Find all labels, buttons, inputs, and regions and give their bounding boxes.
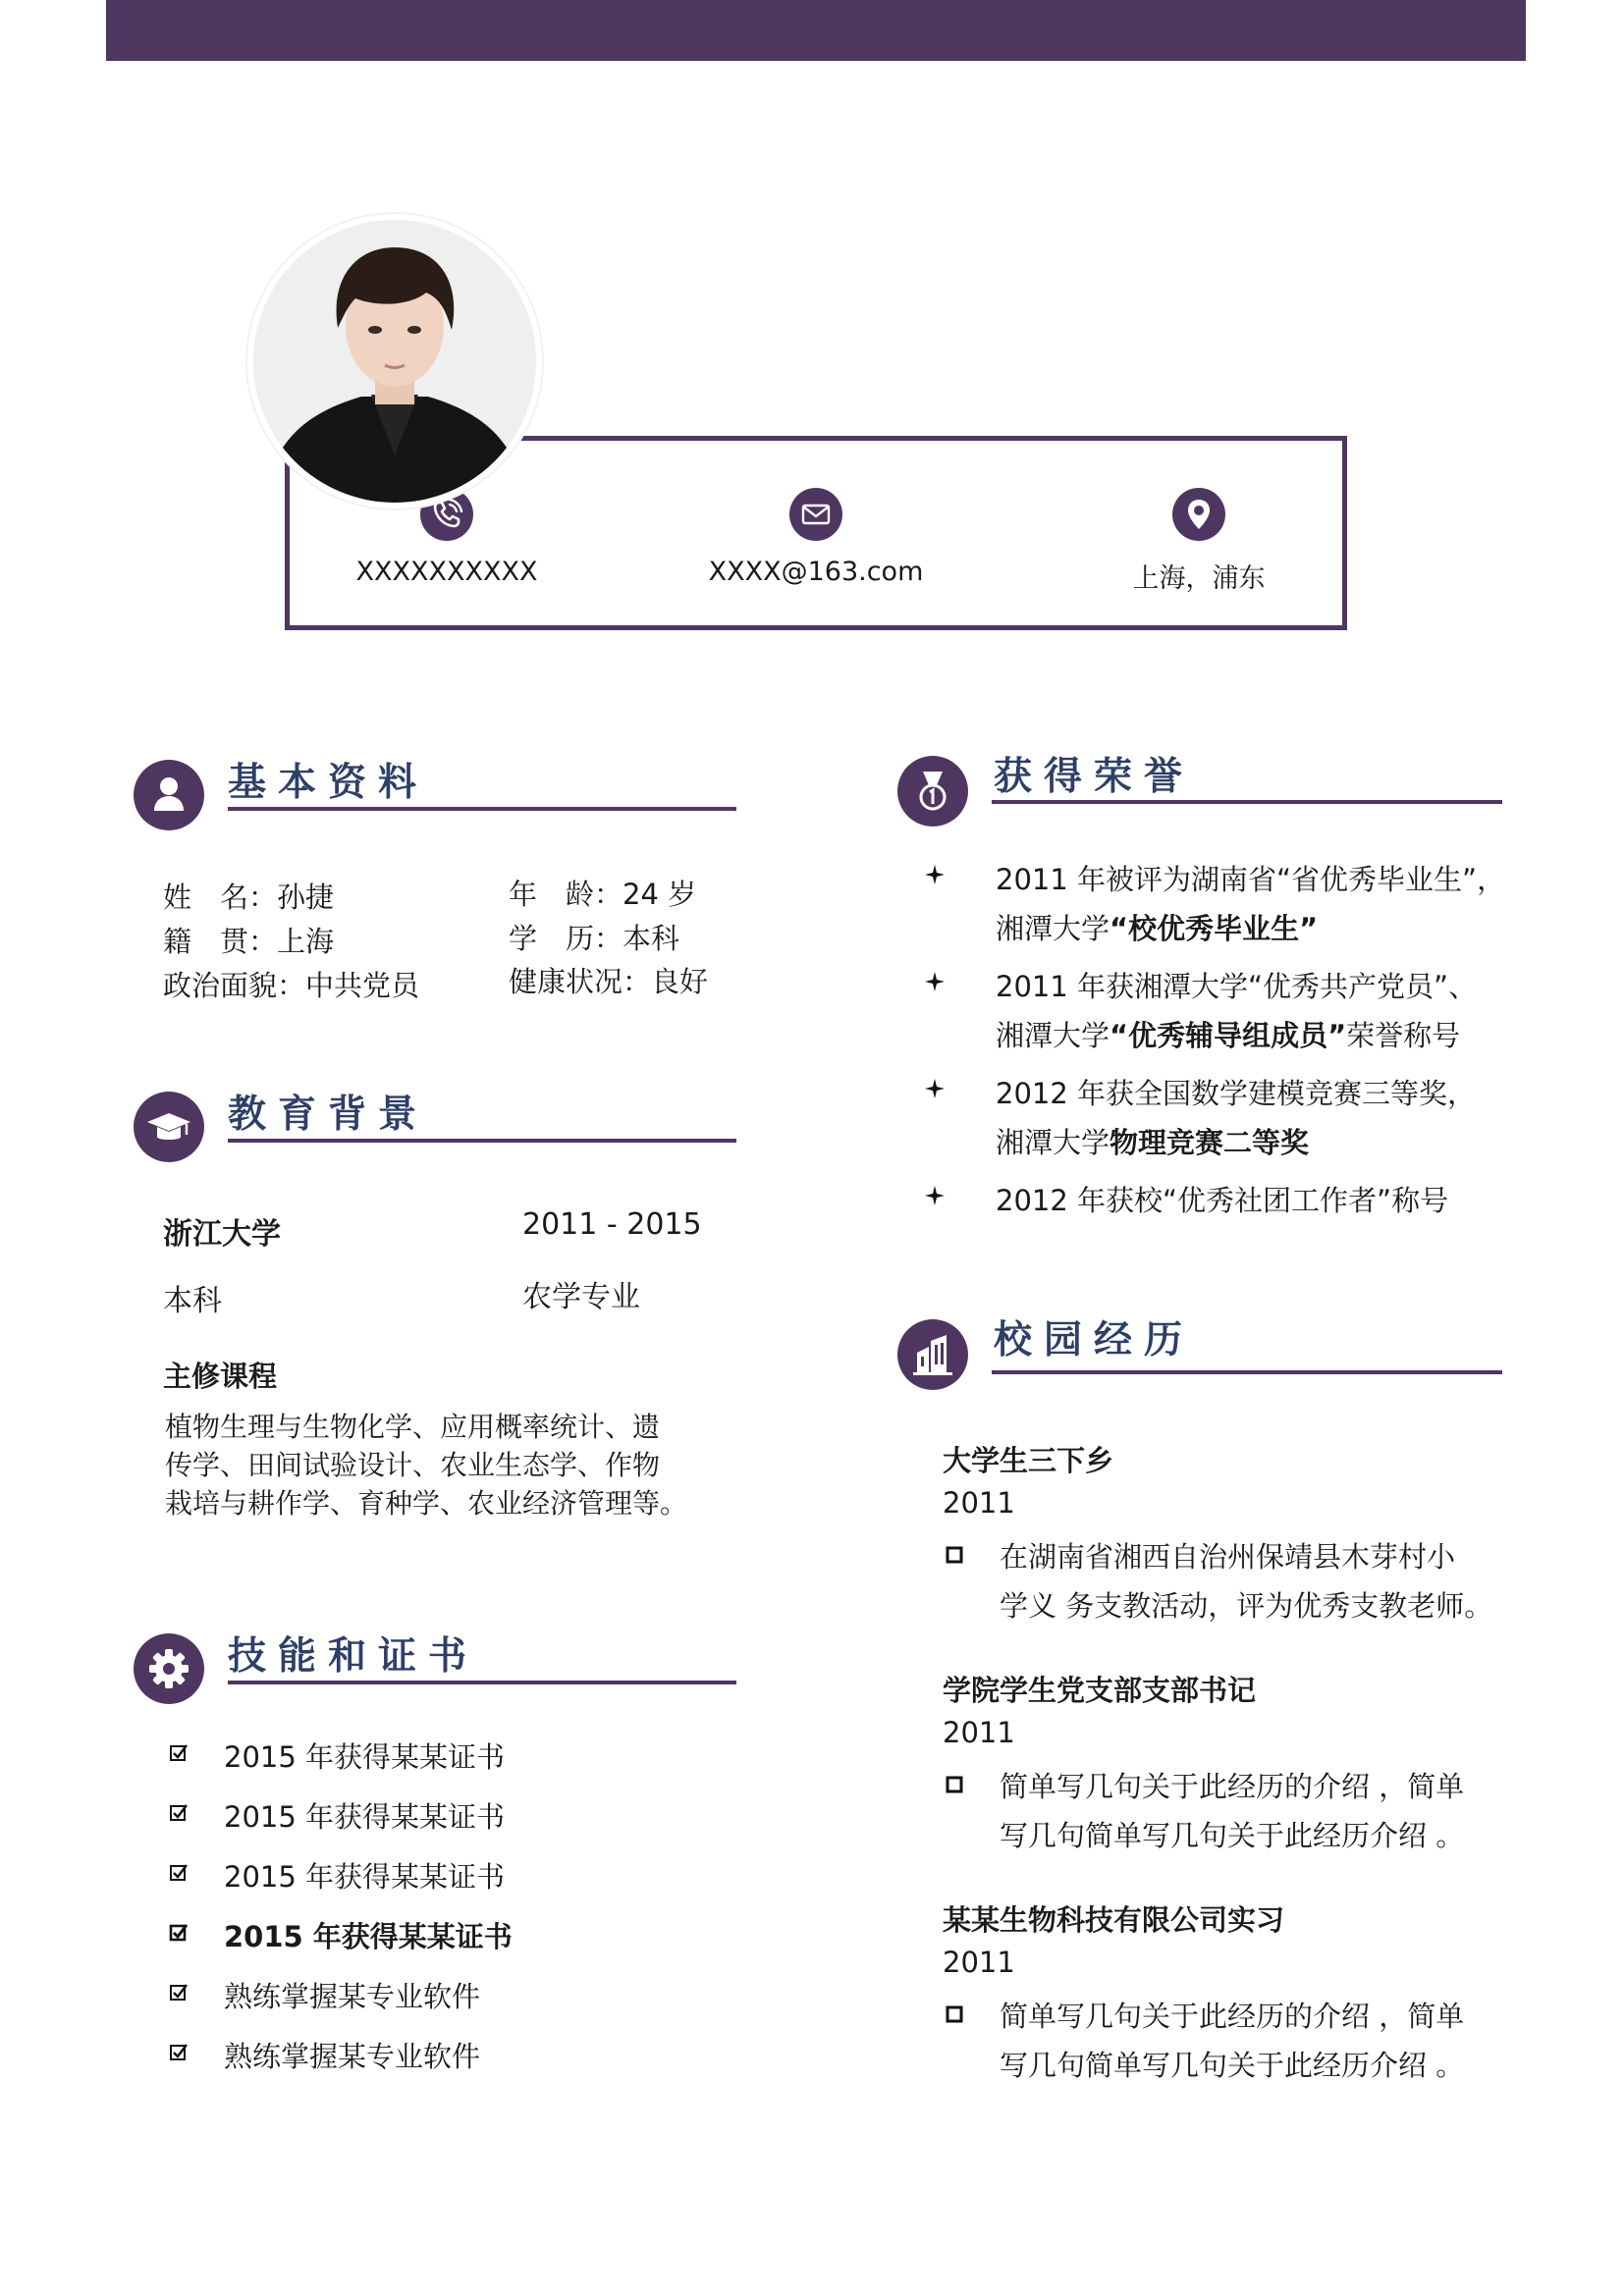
experience-desc-line: 写几句简单写几句关于此经历介绍 。: [1000, 2049, 1465, 2082]
honor-line: 2011 年被评为湖南省“省优秀毕业生”，: [996, 863, 1506, 896]
honor-line: 湘潭大学物理竞赛二等奖: [996, 1126, 1310, 1159]
name-field: [163, 876, 334, 916]
sparkle-bullet-icon: [925, 1186, 945, 1205]
section-divider: [228, 1681, 736, 1684]
graduation-cap-icon: [134, 1092, 204, 1162]
skill-item: 熟练掌握某专业软件: [224, 1980, 481, 2013]
experience-name: 某某生物科技有限公司实习: [943, 1903, 1285, 1937]
mail-icon: [789, 488, 842, 541]
avatar: [247, 214, 542, 508]
experience-desc-line: 简单写几句关于此经历的介绍 ，简单: [1000, 2000, 1465, 2033]
checkbox-icon: [169, 1923, 189, 1943]
honor-line: 湘潭大学“校优秀毕业生”: [996, 912, 1319, 945]
square-bullet-icon: [945, 1545, 964, 1565]
building-icon: [897, 1319, 968, 1390]
politics-label: 政治面貌：: [163, 969, 306, 1002]
section-divider: [992, 1370, 1502, 1374]
health-field: [509, 960, 708, 1000]
location-pin-icon: [1172, 488, 1225, 541]
experience-desc-line: 在湖南省湘西自治州保靖县木芽村小: [1000, 1540, 1456, 1574]
user-icon: [134, 760, 204, 830]
hometown-value: 上海: [277, 925, 335, 958]
sparkle-bullet-icon: [925, 972, 945, 991]
name-label: 姓 名：: [163, 881, 278, 914]
experience-name: 大学生三下乡: [943, 1444, 1114, 1477]
checkbox-icon: [169, 2043, 189, 2062]
experience-year: 2011: [943, 1716, 1015, 1749]
health-label: 健康状况：: [509, 965, 652, 998]
checkbox-icon: [169, 1743, 189, 1763]
section-title-honors: 获得荣誉: [994, 755, 1195, 799]
section-title-basic: 基本资料: [228, 761, 429, 805]
square-bullet-icon: [945, 1775, 964, 1794]
square-bullet-icon: [945, 2004, 964, 2024]
sparkle-bullet-icon: [925, 865, 945, 884]
degree: 本科: [163, 1284, 222, 1318]
checkbox-icon: [169, 1863, 189, 1883]
study-years: 2011 - 2015: [522, 1207, 702, 1242]
skill-item: 熟练掌握某专业软件: [224, 2040, 481, 2073]
courses-line: 植物生理与生物化学、应用概率统计、遗: [165, 1411, 661, 1443]
education-level-value: 本科: [623, 922, 680, 955]
skill-item: 2015 年获得某某证书: [224, 1800, 506, 1834]
location-text: 上海，浦东: [1132, 563, 1266, 594]
politics-value: 中共党员: [305, 969, 420, 1002]
gear-icon: [134, 1633, 204, 1704]
courses-line: 传学、田间试验设计、农业生态学、作物: [165, 1449, 661, 1481]
contact-location: [1032, 488, 1366, 595]
age-label: 年 龄：: [509, 878, 623, 911]
sparkle-bullet-icon: [925, 1079, 945, 1098]
section-divider: [228, 807, 736, 811]
section-divider: [228, 1139, 736, 1143]
politics-field: [163, 964, 419, 1004]
honor-line: 2012 年获校“优秀社团工作者”称号: [996, 1184, 1449, 1217]
age-value: 24 岁: [623, 878, 697, 911]
school-name: 浙江大学: [163, 1217, 281, 1252]
section-title-skills: 技能和证书: [228, 1634, 479, 1679]
experience-desc-line: 学义 务支教活动，评为优秀支教老师。: [1000, 1589, 1493, 1623]
experience-name: 学院学生党支部支部书记: [943, 1674, 1257, 1707]
section-title-education: 教育背景: [228, 1093, 429, 1137]
experience-year: 2011: [943, 1946, 1015, 1979]
courses-line: 栽培与耕作学、育种学、农业经济管理等。: [165, 1487, 688, 1520]
honor-line: 2011 年获湘潭大学“优秀共产党员”、: [996, 970, 1478, 1003]
experience-desc-line: 简单写几句关于此经历的介绍 ，简单: [1000, 1770, 1465, 1803]
top-bar: [106, 0, 1526, 61]
name-value: 孙捷: [277, 881, 335, 914]
courses-title: 主修课程: [163, 1360, 278, 1393]
education-level-field: [509, 917, 679, 957]
section-title-campus: 校园经历: [994, 1318, 1195, 1362]
phone-text: XXXXXXXXXX: [355, 557, 538, 587]
skill-item: 2015 年获得某某证书: [224, 1860, 506, 1894]
hometown-label: 籍 贯：: [163, 925, 278, 958]
section-divider: [992, 800, 1502, 804]
honor-line: 2012 年获全国数学建模竞赛三等奖，: [996, 1077, 1477, 1110]
checkbox-icon: [169, 1803, 189, 1823]
age-field: [509, 873, 696, 913]
avatar-photo: [253, 220, 536, 503]
checkbox-icon: [169, 1983, 189, 2002]
skill-item: 2015 年获得某某证书: [224, 1920, 513, 1953]
hometown-field: [163, 920, 334, 960]
experience-year: 2011: [943, 1486, 1015, 1520]
contact-email: [649, 488, 983, 587]
skill-item: 2015 年获得某某证书: [224, 1740, 506, 1774]
experience-desc-line: 写几句简单写几句关于此经历介绍 。: [1000, 1819, 1465, 1852]
major: 农学专业: [522, 1280, 640, 1314]
email-text: XXXX@163.com: [708, 557, 924, 587]
education-level-label: 学 历：: [509, 922, 623, 955]
medal-icon: [897, 756, 968, 827]
contact-phone: [280, 488, 614, 587]
health-value: 良好: [651, 965, 709, 998]
honor-line: 湘潭大学“优秀辅导组成员”荣誉称号: [996, 1019, 1461, 1052]
